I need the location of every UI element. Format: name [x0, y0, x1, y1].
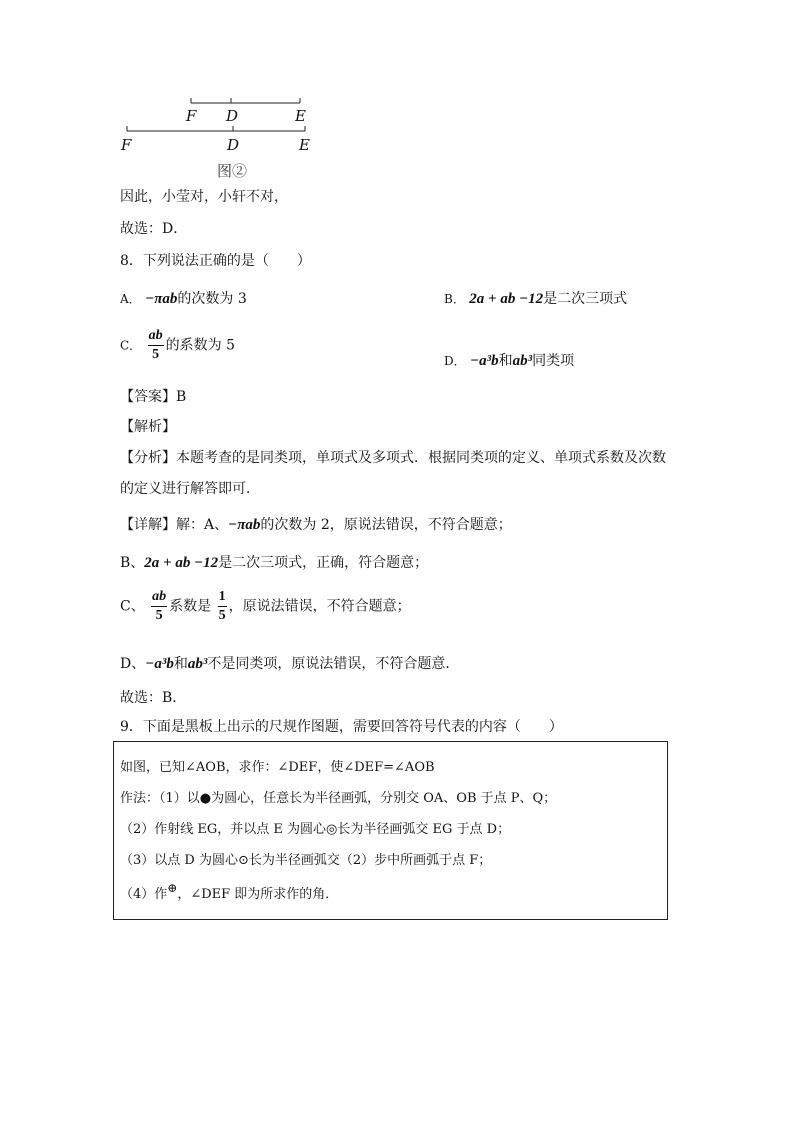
option-c-label: C．	[120, 338, 142, 353]
detail-c-den2: 5	[218, 608, 226, 623]
detail-c-fraction	[151, 588, 167, 625]
box-line-4: （3）以点 D 为圆心⊙长为半径画弧交（2）步中所画弧于点 F；	[120, 853, 492, 868]
question-8: 8．下列说法正确的是（ ）	[120, 253, 311, 269]
segment-figure	[0, 0, 794, 190]
option-c-den: 5	[152, 347, 160, 362]
box-line-5-a: （4）作	[120, 887, 168, 902]
detail-c-num2: 1	[218, 588, 227, 607]
answer: 【答案】B	[120, 389, 187, 405]
detail-d-text: 不是同类项，原说法错误，不符合题意．	[207, 656, 460, 672]
detail-c-num: ab	[151, 588, 167, 607]
top-label-d: D	[226, 107, 239, 125]
option-c	[120, 327, 235, 364]
oplus-symbol-icon: ⊕	[167, 881, 178, 895]
option-a-text: 的次数为 3	[177, 291, 247, 307]
figure-caption: 图②	[217, 162, 248, 180]
option-b-text: 是二次三项式	[543, 291, 628, 307]
detail-a-prefix: 【详解】解：A、	[120, 517, 229, 533]
top-label-f: F	[186, 107, 197, 125]
box-line-1: 如图，已知∠AOB，求作：∠DEF，使∠DEF=∠AOB	[120, 760, 435, 775]
bottom-label-d: D	[227, 136, 240, 154]
option-d-mid: 和	[498, 353, 513, 369]
option-b	[444, 288, 627, 308]
conclusion-text: 因此，小莹对，小轩不对，	[120, 189, 288, 205]
box-line-5-b: ，∠DEF 即为所求作的角．	[177, 887, 339, 902]
detail-c-den: 5	[155, 608, 163, 623]
choice-8: 故选：B．	[120, 690, 187, 706]
detail-d-mid: 和	[173, 656, 188, 672]
detail-c-mid: 系数是	[169, 598, 212, 615]
box-line-2: 作法：（1）以●为圆心，任意长为半径画弧，分别交 OA、OB 于点 P、Q；	[120, 791, 557, 806]
bottom-label-f: F	[121, 136, 132, 154]
box-line-5	[120, 883, 338, 902]
detail-a-text: 的次数为 2，原说法错误，不符合题意；	[260, 517, 512, 533]
option-a-expr: −πab	[145, 291, 178, 307]
detail-c-fraction-2	[218, 588, 227, 625]
detail-b-expr: 2a + ab −12	[144, 555, 219, 571]
fenxi-line-1: 【分析】本题考查的是同类项，单项式及多项式．根据同类项的定义、单项式系数及次数	[120, 450, 666, 466]
option-d-expr1: −a³b	[470, 353, 499, 369]
option-a-label: A．	[120, 292, 141, 306]
option-c-text: 的系数为 5	[165, 337, 235, 354]
top-label-e: E	[295, 107, 306, 125]
fenxi-line-2: 的定义进行解答即可．	[120, 481, 260, 497]
option-a	[120, 288, 247, 308]
question-9: 9．下面是黑板上出示的尺规作图题，需要回答符号代表的内容（ ）	[120, 719, 563, 735]
option-d-expr2: ab³	[512, 353, 533, 369]
detail-b-prefix: B、	[120, 555, 145, 571]
analysis-heading: 【解析】	[120, 419, 176, 435]
option-c-fraction	[148, 327, 164, 364]
detail-d-expr2: ab³	[187, 656, 208, 672]
detail-c-prefix: C、	[120, 598, 145, 615]
option-d-text: 同类项	[532, 353, 575, 369]
choice-7: 故选：D．	[120, 221, 188, 237]
option-d-label: D．	[444, 354, 466, 368]
detail-a	[120, 514, 512, 534]
option-b-label: B．	[444, 292, 465, 306]
detail-d	[120, 653, 459, 673]
detail-b-text: 是二次三项式，正确，符合题意；	[218, 555, 429, 571]
option-d	[444, 350, 574, 370]
bottom-label-e: E	[299, 136, 310, 154]
box-line-3: （2）作射线 EG，并以点 E 为圆心◎长为半径画弧交 EG 于点 D；	[120, 822, 511, 837]
detail-b	[120, 552, 428, 572]
option-c-num: ab	[148, 327, 164, 346]
construction-box	[113, 741, 668, 920]
detail-c-text: ，原说法错误，不符合题意；	[228, 598, 411, 615]
detail-a-expr: −πab	[228, 517, 261, 533]
detail-d-expr1: −a³b	[145, 656, 174, 672]
option-b-expr: 2a + ab −12	[469, 291, 544, 307]
detail-d-prefix: D、	[120, 656, 146, 672]
detail-c	[120, 588, 411, 625]
